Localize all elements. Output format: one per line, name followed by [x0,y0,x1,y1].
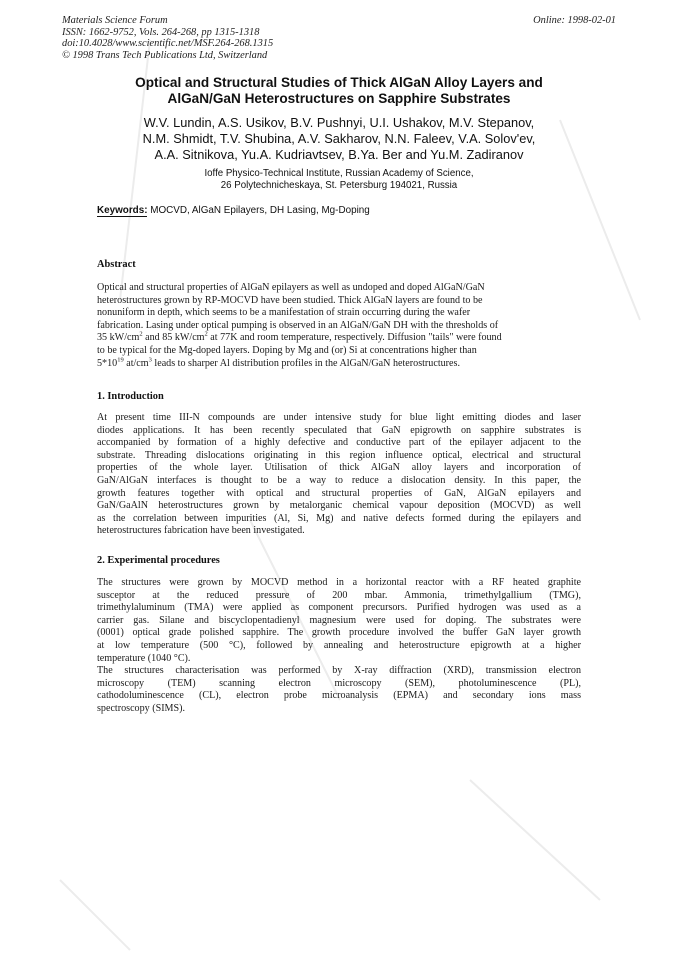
intro-line: diodes applications. It has been recently speculated that GaN epigrowth on sapphire substrates is [97,424,581,436]
journal-header [62,15,273,61]
abstract-line: Optical and structural properties of AlGaN epilayers as well as undoped and doped AlGaN/GaN [97,282,485,293]
abstract-body [97,282,581,370]
intro-line: growth features together with optical and structural properties of GaN, AlGaN epilayers and [97,487,581,499]
title-line: AlGaN/GaN Heterostructures on Sapphire Substrates [167,91,511,106]
superscript: 19 [117,356,124,364]
exp-line: trimethylaluminum (TMA) were applied as component precursors. Purified hydrogen was used as a [97,602,581,614]
superscript: 2 [204,331,208,339]
paper-title [60,75,618,107]
intro-line: GaN/GaAlN heterostructures grown by metalorganic chemical vapour deposition (MOCVD) as well [97,500,581,512]
introduction-body [97,412,581,538]
abstract-heading: Abstract [97,259,136,270]
exp-line: The structures were grown by MOCVD method in a horizontal reactor with a RF heated graphite [97,577,581,588]
abstract-line: fabrication. Lasing under optical pumping is observed in an AlGaN/GaN DH with the thresholds of [97,319,499,331]
intro-line: heterostructures fabrication have been investigated. [97,525,305,537]
superscript: 3 [148,356,152,364]
exp-line: microscopy (TEM) scanning electron microscopy (SEM), photoluminescence (PL), [97,677,581,689]
exp-line: spectroscopy (SIMS). [97,702,186,714]
doi-line[interactable]: doi:10.4028/www.scientific.net/MSF.264-268.1315 [62,38,274,50]
experimental-body [97,577,581,716]
intro-line: as the correlation between impurities (Al, Si, Mg) and native defects formed during the epilayers and [97,512,581,524]
journal-name: Materials Science Forum [62,15,168,26]
authors-line: W.V. Lundin, A.S. Usikov, B.V. Pushnyi, U.I. Ushakov, M.V. Stepanov, [143,115,535,130]
abstract-line [97,358,581,371]
authors-line: A.A. Sitnikova, Yu.A. Kudriavtsev, B.Ya. Ber and Yu.M. Zadiranov [154,147,524,162]
exp-line: at low temperature (500 °C), followed by annealing and heterostructure epigrowth at a higher [97,639,581,651]
exp-line: (0001) optical grade polished sapphire. The growth procedure involved the buffer GaN layer growth [97,627,581,639]
keywords-text: MOCVD, AlGaN Epilayers, DH Lasing, Mg-Doping [147,205,370,216]
exp-line: temperature (1040 °C). [97,652,191,664]
keywords-label: Keywords: [97,205,148,216]
title-line: Optical and Structural Studies of Thick AlGaN Alloy Layers and [135,75,543,90]
issn-line: ISSN: 1662-9752, Vols. 264-268, pp 1315-1318 [62,26,260,38]
copyright-line: © 1998 Trans Tech Publications Ltd, Switzerland [62,49,268,61]
text-fragment: at/cm [123,357,149,369]
affiliation-line: Ioffe Physico-Technical Institute, Russian Academy of Science, [204,168,474,179]
exp-line: The structures characterisation was performed by X-ray diffraction (XRD), transmission electron [97,665,581,677]
keywords [97,205,370,216]
authors-line: N.M. Shmidt, T.V. Shubina, A.V. Sakharov, N.N. Faleev, V.A. Solov'ev, [142,131,536,146]
intro-line: At present time III-N compounds are under intensive study for blue light emitting diodes and laser [97,412,581,423]
exp-line: susceptor at the reduced pressure of 200 mbar. Ammonia, trimethylgallium (TMG), [97,589,581,601]
intro-line: GaN/AlGaN interfaces is thought to be a way to reduce a dislocation density. In this paper, the [97,474,581,486]
experimental-heading: 2. Experimental procedures [97,555,220,566]
affiliation [60,168,618,192]
abstract-line: nonuniform in depth, which seems to be a manifestation of strain occurring during the wafer [97,307,471,319]
online-date: Online: 1998-02-01 [533,15,616,26]
text-fragment: and 85 kW/cm [142,332,205,344]
intro-line: accompanied by formation of a highly defective and conductive part of the epilayer adjacent to the [97,437,581,449]
exp-line: cathodoluminescence (CL), electron probe microanalysis (EPMA) and secondary ions mass [97,690,581,702]
intro-line: substrate. Threading dislocations originating in this region influence optical, electrical and structural [97,449,581,461]
abstract-line: heterostructures grown by RP-MOCVD have been studied. Thick AlGaN layers are found to be [97,294,483,306]
exp-line: carrier gas. Silane and biscyclopentadienyl magnesium were used for doping. The substrates were [97,614,581,626]
intro-line: properties of the whole layer. Utilisation of thick AlGaN alloy layers and incorporation of [97,462,581,474]
superscript: 2 [139,331,143,339]
text-fragment: 5*10 [97,357,118,369]
abstract-line: to be typical for the Mg-doped layers. Doping by Mg and (or) Si at concentrations higher than [97,344,477,356]
text-fragment: 35 kW/cm [97,332,140,344]
introduction-heading: 1. Introduction [97,391,164,402]
text-fragment: at 77K and room temperature, respectively. Diffusion "tails" were found [207,332,502,344]
affiliation-line: 26 Polytechnicheskaya, St. Petersburg 194021, Russia [220,180,458,191]
text-fragment: leads to sharper Al distribution profiles in the AlGaN/GaN heterostructures. [151,357,460,369]
author-list [60,115,618,163]
abstract-line [97,332,581,345]
